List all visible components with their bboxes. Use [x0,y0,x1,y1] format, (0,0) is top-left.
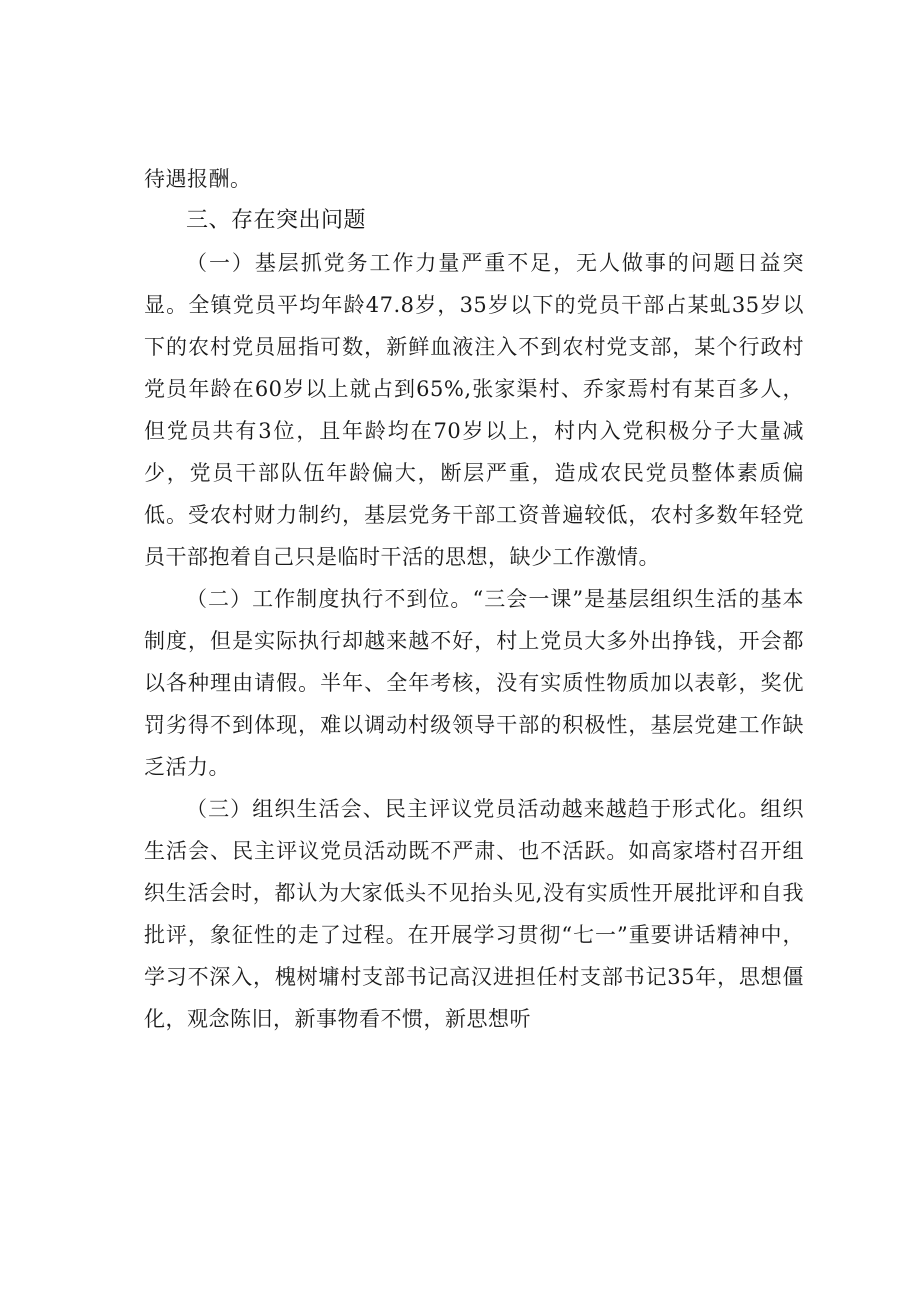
carry-over-text: 待遇报酬。 [144,167,252,191]
document-body [144,158,804,1040]
paragraph-2: （二）工作制度执行不到位。“三会一课”是基层组织生活的基本制度，但是实际执行却越来越不好，村上党员大多外出挣钱，开会都以各种理由请假。半年、全年考核，没有实质性物质加以表彰，奖优罚劣得不到体现，难以调动村级领导干部的积极性，基层党建工作缺乏活力。 [144,587,804,779]
section-heading: 三、存在突出问题 [186,208,367,233]
paragraph-1: （一）基层抓党务工作力量严重不足，无人做事的问题日益突显。全镇党员平均年龄47.8岁，35岁以下的党员干部占某虬35岁以下的农村党员屈指可数，新鲜血液注入不到农村党支部，某个行政村党员年龄在60岁以上就占到65%,张家渠村、乔家焉村有某百多人，但党员共有3位，且年龄均在70岁以上，村内入党积极分子大量减少，党员干部队伍年龄偏大，断层严重，造成农民党员整体素质偏低。受农村财力制约，基层党务干部工资普遍较低，农村多数年轻党员干部抱着自己只是临时干活的思想，缺少工作激情。 [144,251,804,569]
paragraph-3: （三）组织生活会、民主评议党员活动越来越趋于形式化。组织生活会、民主评议党员活动既不严肃、也不活跃。如高家塔村召开组织生活会时，都认为大家低头不见抬头见,没有实质性开展批评和自我批评，象征性的走了过程。在开展学习贯彻“七一”重要讲话精神中，学习不深入，槐树墉村支部书记高汉进担任村支部书记35年，思想僵化，观念陈旧，新事物看不惯，新思想听 [144,797,804,1031]
